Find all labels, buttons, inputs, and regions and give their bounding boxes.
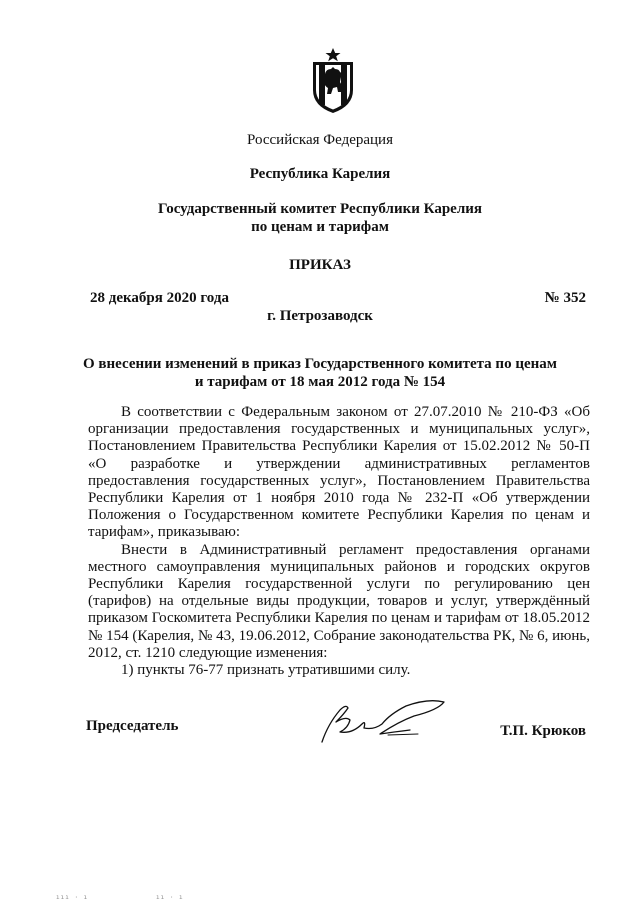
document-date: 28 декабря 2020 года [90,290,229,306]
document-city: г. Петрозаводск [267,308,373,324]
coat-of-arms-icon [306,48,360,114]
body-paragraph: Внести в Административный регламент предоставления органами местного самоуправления муниципальных районов и городских округов Республики Карелия государственной услуги по регулированию цен (тарифов) на отдельные виды продукции, товаров и услуг, утверждённый приказом Госкомитета Республики Карелия по ценам и тарифам от 18.05.2012 № 154 (Карелия, № 43, 19.06.2012, Собрание законодательства РК, № 6, июнь, 2012, ст. 1210 следующие изменения: [88,541,590,661]
signature-icon [318,694,450,746]
scan-artifact: ııı · ı [56,894,89,901]
body-paragraph: 1) пункты 76-77 признать утратившими силу. [121,662,411,679]
subject-line-1: О внесении изменений в приказ Государственного комитета по ценам [83,356,557,372]
subject-line-2: и тарифам от 18 мая 2012 года № 154 [194,374,446,390]
republic-heading: Республика Карелия [249,166,391,182]
committee-line-2: по ценам и тарифам [251,219,389,235]
document-number: № 352 [544,290,586,306]
scan-artifact: ıı · ı [156,894,184,901]
committee-heading [0,200,640,236]
body-paragraph: В соответствии с Федеральным законом от 27.07.2010 № 210-ФЗ «Об организации предоставления государственных и муниципальных услуг», Постановлением Правительства Республики Карелия от 15.02.2012 № 50-П «О разработке и утверждении административных регламентов предоставления государственных услуг», Постановлением Правительства Республики Карелия от 1 ноября 2010 года № 232-П «Об утверждении Положения о Государственном комитете Республики Карелия по ценам и тарифам», приказываю: [88,404,590,541]
document-subject [60,355,580,391]
document-type-title: ПРИКАЗ [289,257,351,273]
document-body [88,404,590,679]
signer-name: Т.П. Крюков [500,723,586,739]
committee-line-1: Государственный комитет Республики Карелия [158,201,482,217]
signer-role: Председатель [86,718,179,734]
country-heading: Российская Федерация [247,132,393,148]
